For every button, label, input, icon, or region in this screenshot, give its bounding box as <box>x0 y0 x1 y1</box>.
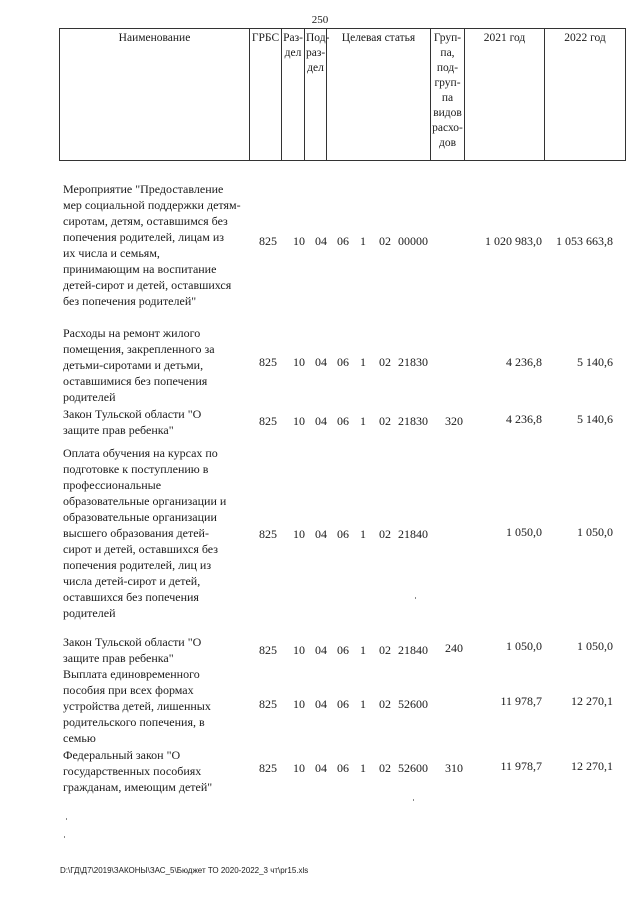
cell-target-subprogram: 1 <box>360 643 366 657</box>
row-name-line: оставшихся без попечения <box>63 590 199 604</box>
cell-target-program: 06 <box>337 697 349 711</box>
cell-target-direction: 21830 <box>398 414 428 428</box>
cell-target-subprogram: 1 <box>360 234 366 248</box>
table-row <box>0 406 640 440</box>
scan-speck <box>64 836 65 838</box>
cell-target-program: 06 <box>337 527 349 541</box>
row-name <box>63 406 253 438</box>
cell-2021: 1 050,0 <box>506 639 542 653</box>
cell-2022: 5 140,6 <box>577 412 613 426</box>
header-group-line: под- <box>436 62 459 74</box>
header-group <box>431 29 465 161</box>
cell-target-program: 06 <box>337 761 349 775</box>
header-grbs: ГРБС <box>250 29 282 161</box>
cell-razdel: 10 <box>293 414 305 428</box>
row-name-line: государственных пособиях <box>63 764 202 778</box>
cell-target-subprogram: 1 <box>360 697 366 711</box>
row-name <box>63 666 253 746</box>
cell-target-direction: 21840 <box>398 643 428 657</box>
header-razdel-line: дел <box>284 47 302 59</box>
row-name <box>63 181 253 309</box>
header-razdel-line: Раз- <box>283 32 303 44</box>
cell-grbs: 825 <box>259 527 277 541</box>
file-path-footer: D:\ГД\Д7\2019\ЗАКОНЫ\ЗАС_5\Бюджет ТО 2020-2022_3 чт\pr15.xls <box>60 866 309 875</box>
cell-target-direction: 21830 <box>398 355 428 369</box>
row-name-line: Оплата обучения на курсах по <box>63 446 218 460</box>
cell-2022: 1 050,0 <box>577 639 613 653</box>
cell-target-program: 06 <box>337 234 349 248</box>
header-podrazdel <box>305 29 330 161</box>
cell-2022: 1 050,0 <box>577 525 613 539</box>
cell-target-direction: 52600 <box>398 761 428 775</box>
header-group-line: видов <box>433 107 462 119</box>
cell-grbs: 825 <box>259 697 277 711</box>
cell-target-direction: 21840 <box>398 527 428 541</box>
table-row <box>0 666 640 748</box>
row-name-line: Федеральный закон "О <box>63 748 181 762</box>
cell-2022: 12 270,1 <box>571 694 613 708</box>
cell-2021: 4 236,8 <box>506 412 542 426</box>
row-name-line: подготовке к поступлению в <box>63 462 209 476</box>
row-name-line: Выплата единовременного <box>63 667 200 681</box>
row-name-line: семью <box>63 731 96 745</box>
row-name-line: родителей <box>63 390 116 404</box>
row-name-line: высшего образования детей- <box>63 526 209 540</box>
row-name-line: защите прав ребенка" <box>63 423 174 437</box>
cell-razdel: 10 <box>293 761 305 775</box>
cell-target-program: 06 <box>337 355 349 369</box>
row-name <box>63 445 253 621</box>
header-group-line: расхо- <box>432 122 463 134</box>
cell-target-measure: 02 <box>379 234 391 248</box>
cell-target-direction: 52600 <box>398 697 428 711</box>
cell-target-subprogram: 1 <box>360 414 366 428</box>
cell-podrazdel: 04 <box>315 234 327 248</box>
table-row <box>0 634 640 668</box>
cell-2022: 12 270,1 <box>571 759 613 773</box>
row-name-line: устройства детей, лишенных <box>63 699 211 713</box>
row-name-line: Расходы на ремонт жилого <box>63 326 201 340</box>
header-name: Наименование <box>60 29 250 161</box>
table-row <box>0 445 640 625</box>
header-target: Целевая статья <box>327 29 431 161</box>
cell-razdel: 10 <box>293 697 305 711</box>
cell-2021: 4 236,8 <box>506 355 542 369</box>
row-name-line: сирот и детей, оставшихся без <box>63 542 219 556</box>
page-number: 250 <box>311 14 329 26</box>
row-name <box>63 325 253 405</box>
cell-podrazdel: 04 <box>315 355 327 369</box>
cell-target-measure: 02 <box>379 355 391 369</box>
cell-razdel: 10 <box>293 527 305 541</box>
cell-target-program: 06 <box>337 643 349 657</box>
cell-razdel: 10 <box>293 643 305 657</box>
cell-grbs: 825 <box>259 414 277 428</box>
cell-podrazdel: 04 <box>315 643 327 657</box>
row-name-line: профессиональные <box>63 478 162 492</box>
row-name-line: образовательные организации и <box>63 494 227 508</box>
cell-podrazdel: 04 <box>315 697 327 711</box>
row-name-line: попечения родителей, лиц из <box>63 558 212 572</box>
table-row <box>0 325 640 407</box>
scan-speck <box>413 799 414 801</box>
row-name-line: сиротам, детям, оставшимся без <box>63 214 228 228</box>
table-header <box>59 28 626 161</box>
row-name-line: попечения родителей, лицам из <box>63 230 224 244</box>
cell-2021: 11 978,7 <box>500 759 542 773</box>
row-name-line: без попечения родителей" <box>63 294 197 308</box>
row-name-line: Закон Тульской области "О <box>63 407 202 421</box>
row-name-line: родительского попечения, в <box>63 715 205 729</box>
header-2021: 2021 год <box>465 29 545 161</box>
header-2022: 2022 год <box>545 29 626 161</box>
header-podrazdel-line: дел <box>307 62 324 74</box>
cell-expense-group: 310 <box>445 761 463 775</box>
cell-2021: 1 050,0 <box>506 525 542 539</box>
cell-2022: 5 140,6 <box>577 355 613 369</box>
row-name-line: образовательные организации <box>63 510 217 524</box>
table-row <box>0 181 640 311</box>
row-name-line: мер социальной поддержки детям- <box>63 198 241 212</box>
cell-target-subprogram: 1 <box>360 761 366 775</box>
cell-target-measure: 02 <box>379 697 391 711</box>
cell-target-measure: 02 <box>379 643 391 657</box>
cell-target-measure: 02 <box>379 761 391 775</box>
header-group-line: па, <box>440 47 455 59</box>
cell-grbs: 825 <box>259 234 277 248</box>
cell-target-subprogram: 1 <box>360 355 366 369</box>
cell-podrazdel: 04 <box>315 414 327 428</box>
header-group-line: груп- <box>434 77 461 89</box>
header-group-line: Груп- <box>433 32 462 44</box>
cell-expense-group: 240 <box>445 641 463 655</box>
table-row <box>0 747 640 797</box>
cell-expense-group: 320 <box>445 414 463 428</box>
row-name-line: числа детей-сирот и детей, <box>63 574 201 588</box>
row-name-line: помещения, закрепленного за <box>63 342 215 356</box>
cell-razdel: 10 <box>293 355 305 369</box>
header-podrazdel-line: Под- <box>306 32 330 44</box>
row-name-line: детьми-сиротами и детьми, <box>63 358 204 372</box>
header-razdel <box>282 29 305 161</box>
row-name-line: детей-сирот и детей, оставшихся <box>63 278 232 292</box>
row-name <box>63 634 253 666</box>
scan-speck <box>415 597 416 599</box>
row-name <box>63 747 253 795</box>
cell-target-program: 06 <box>337 414 349 428</box>
cell-target-subprogram: 1 <box>360 527 366 541</box>
row-name-line: их числа и семьям, <box>63 246 160 260</box>
scan-speck <box>66 818 67 820</box>
cell-grbs: 825 <box>259 761 277 775</box>
cell-podrazdel: 04 <box>315 761 327 775</box>
cell-target-measure: 02 <box>379 527 391 541</box>
row-name-line: принимающим на воспитание <box>63 262 217 276</box>
cell-razdel: 10 <box>293 234 305 248</box>
cell-2021: 11 978,7 <box>500 694 542 708</box>
cell-grbs: 825 <box>259 643 277 657</box>
cell-2021: 1 020 983,0 <box>485 234 542 248</box>
row-name-line: Закон Тульской области "О <box>63 635 202 649</box>
cell-target-direction: 00000 <box>398 234 428 248</box>
row-name-line: родителей <box>63 606 116 620</box>
row-name-line: пособия при всех формах <box>63 683 194 697</box>
cell-2022: 1 053 663,8 <box>556 234 613 248</box>
row-name-line: Мероприятие "Предоставление <box>63 182 224 196</box>
cell-grbs: 825 <box>259 355 277 369</box>
cell-target-measure: 02 <box>379 414 391 428</box>
header-group-line: па <box>441 92 454 104</box>
row-name-line: гражданам, имеющим детей" <box>63 780 213 794</box>
cell-podrazdel: 04 <box>315 527 327 541</box>
header-podrazdel-line: раз- <box>306 47 326 59</box>
row-name-line: защите прав ребенка" <box>63 651 174 665</box>
header-group-line: дов <box>438 137 457 149</box>
row-name-line: оставшимися без попечения <box>63 374 208 388</box>
